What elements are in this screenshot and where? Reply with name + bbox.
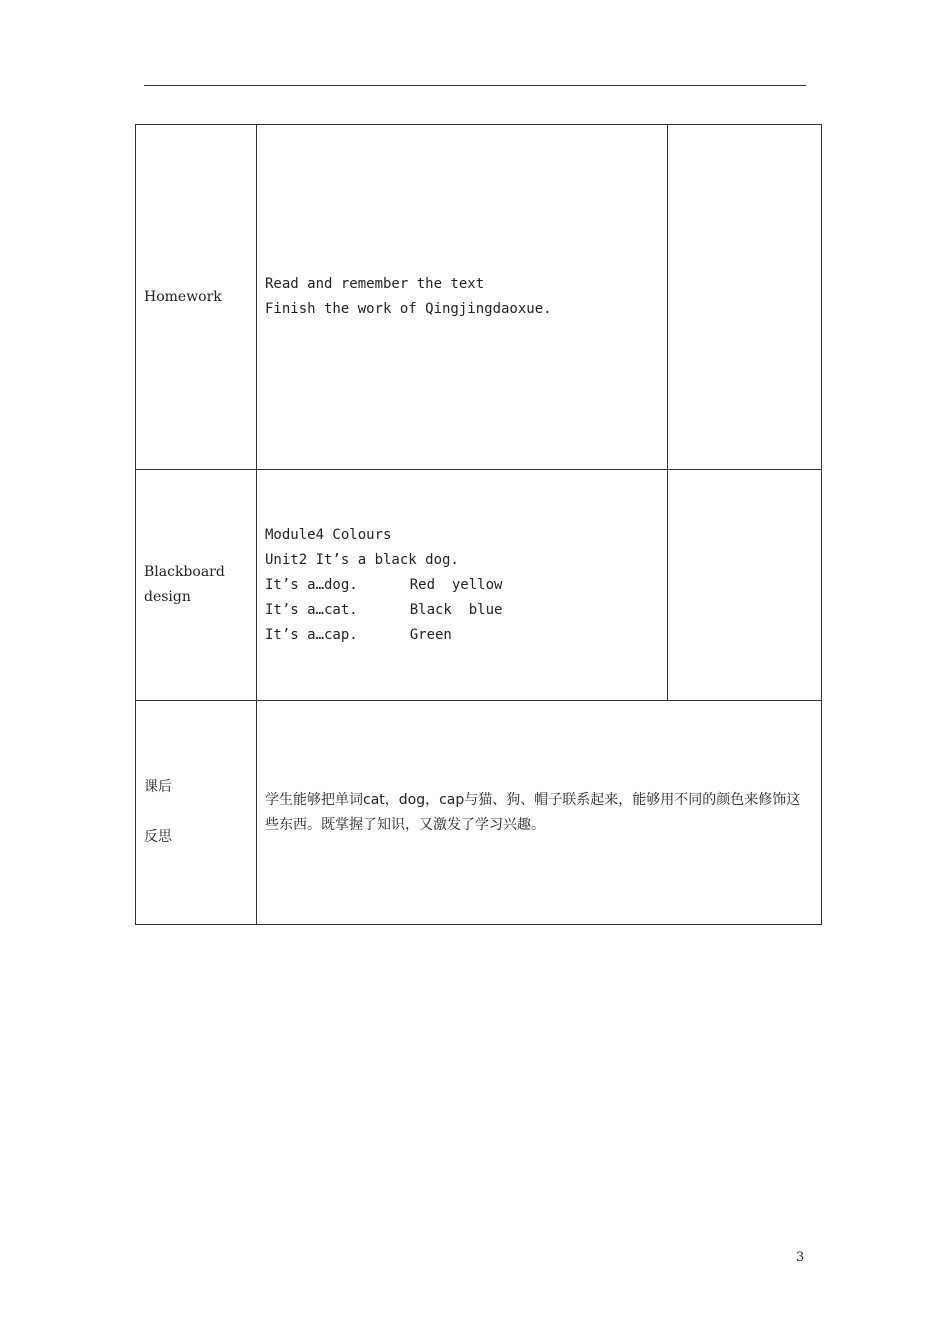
blackboard-label: Blackboard design xyxy=(136,470,257,701)
homework-row xyxy=(136,125,822,470)
header-rule xyxy=(144,85,806,86)
blackboard-pair: It’s a…dog. Red yellow xyxy=(265,576,503,593)
blackboard-pair: It’s a…cat. Black blue xyxy=(265,601,503,618)
blackboard-row xyxy=(136,470,822,701)
homework-label: Homework xyxy=(136,125,257,470)
page-number: 3 xyxy=(796,1250,805,1265)
blackboard-notes-cell xyxy=(668,470,822,701)
homework-content xyxy=(257,125,668,470)
blackboard-pair: It’s a…cap. Green xyxy=(265,626,452,643)
reflection-row xyxy=(136,701,822,925)
reflection-content: 学生能够把单词cat，dog，cap与猫、狗、帽子联系起来，能够用不同的颜色来修饰这些东西。既掌握了知识，又激发了学习兴趣。 xyxy=(257,701,822,925)
homework-line: Read and remember the text xyxy=(265,276,485,292)
lesson-plan-table xyxy=(135,124,822,925)
homework-notes-cell xyxy=(668,125,822,470)
reflection-label: 课后 反思 xyxy=(136,701,257,925)
blackboard-content xyxy=(257,470,668,701)
blackboard-title: Module4 Colours xyxy=(265,526,392,543)
homework-line: Finish the work of Qingjingdaoxue. xyxy=(265,301,552,317)
blackboard-subtitle: Unit2 It’s a black dog. xyxy=(265,551,459,568)
